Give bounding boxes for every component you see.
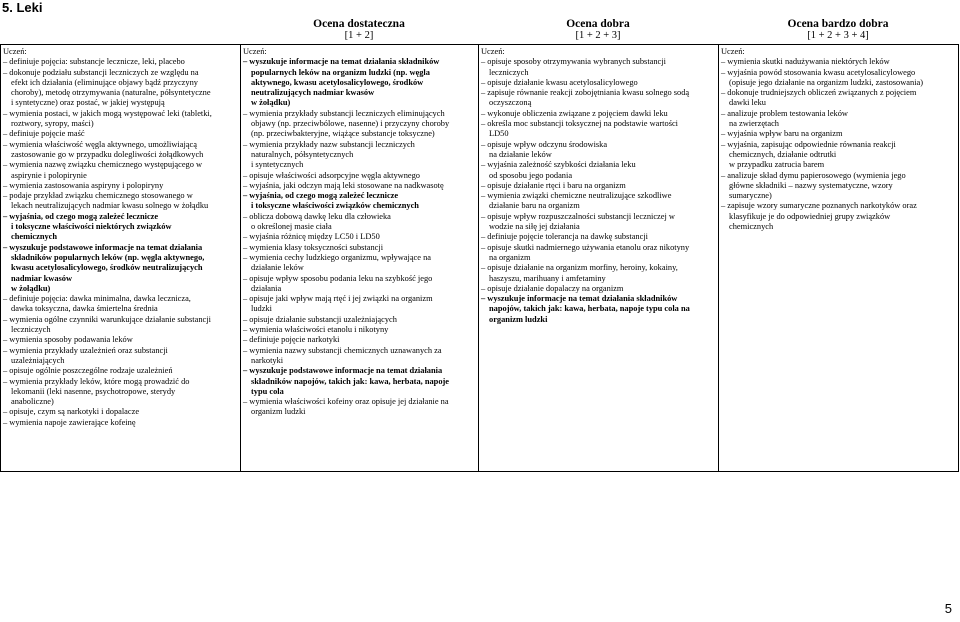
list-item: typu cola — [251, 386, 284, 396]
requirements-list — [481, 57, 716, 325]
list-item: – definiuje pojęcie maść — [3, 129, 85, 139]
list-item: – wymienia związki chemiczne neutralizujące szkodliwe — [481, 191, 672, 201]
grade-title: Ocena bardzo dobra — [787, 18, 889, 30]
list-item: – opisuje działanie na organizm morfiny, heroiny, kokainy, — [481, 263, 678, 273]
requirements-list — [721, 57, 956, 232]
grade-range: [1 + 2 + 3 + 4] — [807, 30, 869, 41]
list-item: – wymienia zastosowania aspiryny i polopiryny — [3, 180, 164, 190]
list-item: – opisuje wpływ sposobu podania leku na szybkość jego — [243, 273, 433, 283]
column-satisfactory — [241, 45, 479, 472]
list-item: – wymienia sposoby podawania leków — [3, 335, 133, 345]
list-item: naturalnych, półsyntetycznych — [251, 149, 354, 159]
list-item: – wymienia przykłady uzależnień oraz substancji — [3, 345, 168, 355]
list-item: (opisuje jego działanie na organizm ludzki, zastosowania) — [729, 77, 924, 87]
grade-header-good — [478, 18, 718, 42]
list-item: – opisuje wpływ odczynu środowiska — [481, 139, 608, 149]
list-item: efekt ich działania (eliminujące objawy bądź przyczyny — [11, 77, 198, 87]
grade-range: [1 + 2] — [344, 30, 374, 41]
list-item: składników napojów, takich jak: kawa, herbata, napoje — [251, 376, 450, 386]
list-item: ludzki — [251, 304, 272, 314]
list-item: – wyjaśnia wpływ baru na organizm — [721, 129, 843, 139]
list-item: – wymienia przykłady substancji leczniczych eliminujących — [243, 108, 445, 118]
list-item: – dokonuje podziału substancji leczniczych ze względu na — [3, 67, 199, 77]
list-item: leczniczych — [11, 325, 51, 335]
list-item: – wymienia cechy ludzkiego organizmu, wpływające na — [243, 252, 431, 262]
list-item: anaboliczne) — [11, 397, 54, 407]
list-item: i toksyczne właściwości niektórych związków — [11, 222, 172, 232]
list-item: neutralizujących nadmiar kwasów — [251, 88, 375, 98]
list-item: – analizuje skład dymu papierosowego (wymienia jego — [721, 170, 906, 180]
list-item: – wymienia ogólne czynniki warunkujące działanie substancji — [3, 314, 211, 324]
list-item: – analizuje problem testowania leków — [721, 108, 848, 118]
list-item: klasyfikuje je do odpowiedniej grupy związków — [729, 211, 891, 221]
list-item: i syntetyczne) oraz postać, w jakiej występują — [11, 98, 165, 108]
list-item: – wyszukuje podstawowe informacje na temat działania — [3, 242, 203, 252]
list-item: napojów, takich jak: kawa, herbata, napoje typu cola na — [489, 304, 690, 314]
list-item: – wymienia nazwę związku chemicznego występującego w — [3, 160, 203, 170]
list-item: – opisuje działanie substancji uzależniających — [243, 314, 397, 324]
list-item: objawy (np. przeciwbólowe, nasenne) i przyczyny choroby — [251, 119, 450, 129]
list-item: organizm ludzki — [489, 314, 548, 324]
list-item: – wyszukuje podstawowe informacje na temat działania — [243, 366, 443, 376]
list-item: – wyszukuje informacje na temat działania składników — [243, 57, 440, 67]
list-item: główne składniki – nazwy systematyczne, wzory — [729, 180, 893, 190]
list-item: – opisuje, czym są narkotyki i dopalacze — [3, 407, 140, 417]
list-item: aktywnego, kwasu acetylosalicylowego, środków — [251, 77, 424, 87]
list-item: – opisuje działanie kwasu acetylosalicylowego — [481, 77, 638, 87]
list-item: dawka toksyczna, dawka śmiertelna średnia — [11, 304, 158, 314]
list-item: chemicznych, działanie odtrutki — [729, 149, 837, 159]
list-item: – wyjaśnia zależność szybkości działania leku — [481, 160, 636, 170]
list-item: i toksyczne właściwości związków chemicznych — [251, 201, 419, 211]
list-item: – definiuje pojęcie tolerancja na dawkę substancji — [481, 232, 648, 242]
list-item: – wyjaśnia różnicę między LC50 i LD50 — [243, 232, 380, 242]
list-item: – opisuje wpływ rozpuszczalności substancji leczniczej w — [481, 211, 675, 221]
list-item: na działanie leków — [489, 149, 552, 159]
list-item: LD50 — [489, 129, 509, 139]
list-item: działanie leków — [251, 263, 304, 273]
list-item: – wymienia klasy toksyczności substancji — [243, 242, 384, 252]
list-item: organizm ludzki — [251, 407, 306, 417]
list-item: – dokonuje trudniejszych obliczeń związanych z pojęciem — [721, 88, 917, 98]
list-item: uzależniających — [11, 355, 65, 365]
list-item: kwasu acetylosalicylowego, środków neutralizujących — [11, 263, 203, 273]
student-label: Uczeń: — [243, 47, 267, 56]
list-item: aspirynie i polopirynie — [11, 170, 87, 180]
list-item: – wykonuje obliczenia związane z pojęciem dawki leku — [481, 108, 668, 118]
list-item: – wymienia napoje zawierające kofeinę — [3, 417, 136, 427]
list-item: wodzie na siłę jej działania — [489, 222, 580, 232]
list-item: choroby), metodę otrzymywania (naturalne, półsyntetyczne — [11, 88, 211, 98]
requirements-table — [0, 44, 959, 472]
list-item: – wyszukuje informacje na temat działania składników — [481, 294, 678, 304]
list-item: w żołądku) — [11, 283, 51, 293]
list-item: w żołądku) — [251, 98, 291, 108]
list-item: – wymienia przykłady nazw substancji leczniczych — [243, 139, 415, 149]
column-good — [479, 45, 719, 472]
list-item: narkotyki — [251, 355, 284, 365]
list-item: od sposobu jego podania — [489, 170, 573, 180]
list-item: na organizm — [489, 252, 531, 262]
list-item: – wyjaśnia, od czego mogą zależeć lecznicze — [3, 211, 159, 221]
list-item: – wymienia właściwości etanolu i nikotyny — [243, 325, 389, 335]
list-item: (np. przeciwbakteryjne, wiążące substancje toksyczne) — [251, 129, 435, 139]
list-item: składników popularnych leków (np. węgla aktywnego, — [11, 252, 205, 262]
column-basic — [1, 45, 241, 472]
grade-header-very-good — [718, 18, 958, 42]
list-item: chemicznych — [729, 222, 774, 232]
list-item: chemicznych — [11, 232, 58, 242]
list-item: – wyjaśnia, zapisując odpowiednie równania reakcji — [721, 139, 896, 149]
list-item: – podaje przykład związku chemicznego stosowanego w — [3, 191, 193, 201]
list-item: – oblicza dobową dawkę leku dla człowieka — [243, 211, 391, 221]
list-item: roztwory, syropy, maści) — [11, 119, 94, 129]
list-item: – opisuje sposoby otrzymywania wybranych substancji — [481, 57, 666, 67]
list-item: – opisuje skutki nadmiernego używania etanolu oraz nikotyny — [481, 242, 690, 252]
grade-title: Ocena dostateczna — [313, 18, 405, 30]
list-item: – wymienia skutki nadużywania niektórych leków — [721, 57, 890, 67]
list-item: – opisuje jaki wpływ mają rtęć i jej związki na organizm — [243, 294, 433, 304]
list-item: dawki leku — [729, 98, 766, 108]
list-item: – definiuje pojęcia: dawka minimalna, dawka lecznicza, — [3, 294, 191, 304]
list-item: działania — [251, 283, 282, 293]
list-item: o określonej masie ciała — [251, 222, 332, 232]
list-item: – opisuje właściwości adsorpcyjne węgla aktywnego — [243, 170, 420, 180]
list-item: w przypadku zatrucia barem — [729, 160, 825, 170]
student-label: Uczeń: — [3, 47, 27, 56]
student-label: Uczeń: — [481, 47, 505, 56]
grade-title: Ocena dobra — [566, 18, 630, 30]
student-label: Uczeń: — [721, 47, 745, 56]
list-item: sumaryczne) — [729, 191, 772, 201]
section-title: 5. Leki — [2, 0, 43, 15]
list-item: – wyjaśnia, od czego mogą zależeć lecznicze — [243, 191, 399, 201]
page-number: 5 — [944, 601, 952, 616]
list-item: nadmiar kwasów — [11, 273, 73, 283]
list-item: – wymienia postaci, w jakich mogą występować leki (tabletki, — [3, 108, 212, 118]
list-item: – definiuje pojęcie narkotyki — [243, 335, 340, 345]
list-item: zastosowanie go w przypadku dolegliwości żołądkowych — [11, 149, 204, 159]
requirements-list — [3, 57, 238, 428]
list-item: – opisuje ogólnie poszczególne rodzaje uzależnień — [3, 366, 173, 376]
list-item: – określa moc substancji toksycznej na podstawie wartości — [481, 119, 678, 129]
list-item: – zapisuje wzory sumaryczne poznanych narkotyków oraz — [721, 201, 917, 211]
grade-header-satisfactory — [240, 18, 478, 42]
list-item: i syntetycznych — [251, 160, 304, 170]
list-item: – wymienia nazwy substancji chemicznych uznawanych za — [243, 345, 442, 355]
list-item: – opisuje działanie dopalaczy na organizm — [481, 283, 624, 293]
list-item: na zwierzętach — [729, 119, 779, 129]
list-item: – wymienia właściwości kofeiny oraz opisuje jej działanie na — [243, 397, 449, 407]
grade-range: [1 + 2 + 3] — [575, 30, 621, 41]
list-item: – zapisuje równanie reakcji zobojętniania kwasu solnego sodą — [481, 88, 690, 98]
list-item: popularnych leków na organizm ludzki (np. węgla — [251, 67, 430, 77]
list-item: – definiuje pojęcia: substancje lecznicze, leki, placebo — [3, 57, 185, 67]
list-item: lekach neutralizujących nadmiar kwasu solnego w żołądku — [11, 201, 209, 211]
list-item: – opisuje działanie rtęci i baru na organizm — [481, 180, 626, 190]
list-item: oczyszczoną — [489, 98, 532, 108]
list-item: leczniczych — [489, 67, 529, 77]
column-very-good — [719, 45, 959, 472]
list-item: – wymienia przykłady leków, które mogą prowadzić do — [3, 376, 190, 386]
list-item: lekomanii (leki nasenne, psychotropowe, sterydy — [11, 386, 176, 396]
table-row — [1, 45, 959, 472]
list-item: – wymienia właściwość węgla aktywnego, umożliwiającą — [3, 139, 197, 149]
list-item: działanie baru na organizm — [489, 201, 580, 211]
requirements-list — [243, 57, 476, 417]
list-item: – wyjaśnia powód stosowania kwasu acetylosalicylowego — [721, 67, 916, 77]
list-item: – wyjaśnia, jaki odczyn mają leki stosowane na nadkwasotę — [243, 180, 444, 190]
list-item: haszyszu, marihuany i amfetaminy — [489, 273, 606, 283]
